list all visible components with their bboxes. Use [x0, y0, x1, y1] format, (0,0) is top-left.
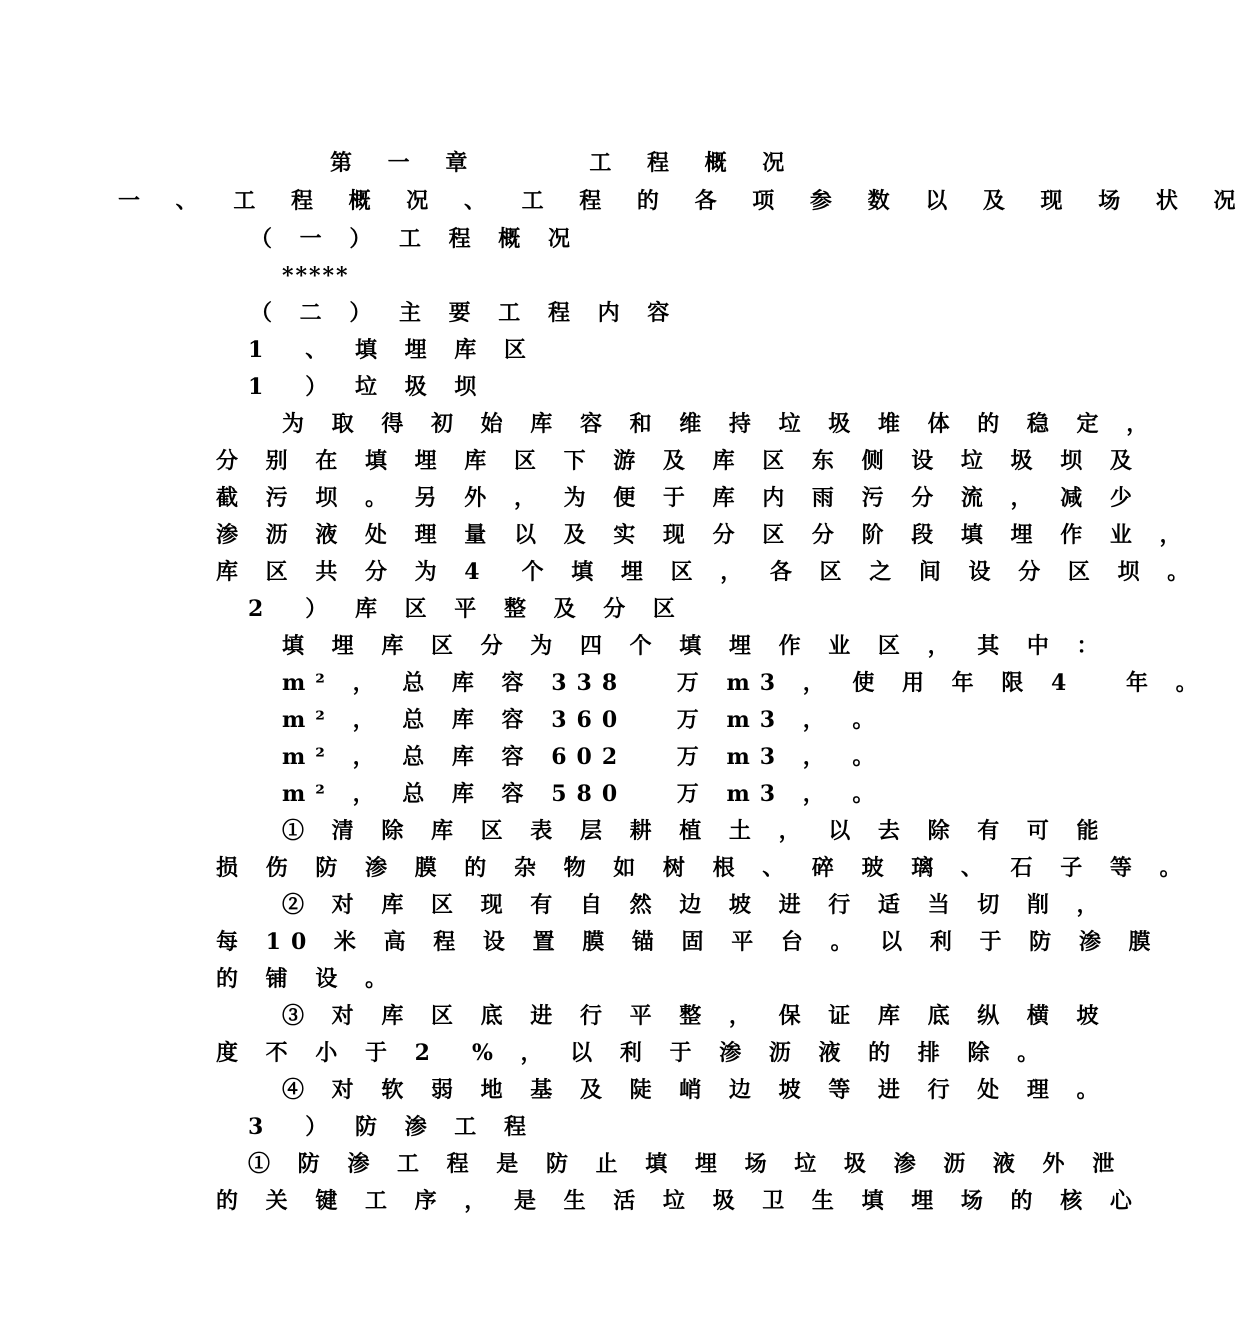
subsection-heading: （ 二 ） 主 要 工 程 内 容	[250, 300, 680, 326]
chapter-title: 第 一 章 工 程 概 况	[330, 150, 799, 176]
paragraph-line: 为 取 得 初 始 库 容 和 维 持 垃 圾 堆 体 的 稳 定 ，	[282, 411, 1159, 437]
paragraph-line: ④ 对 软 弱 地 基 及 陡 峭 边 坡 等 进 行 处 理 。	[282, 1077, 1109, 1103]
paragraph-line: 的 关 键 工 序 ， 是 生 活 垃 圾 卫 生 填 埋 场 的 核 心	[216, 1188, 1142, 1214]
item-heading: 1 ） 垃 圾 坝	[248, 374, 487, 400]
zone-line: m² ， 总 库 容 602 万 m3 ， 。	[282, 744, 885, 770]
zone-line: m² ， 总 库 容 580 万 m3 ， 。	[282, 781, 885, 807]
item-heading: 2 ） 库 区 平 整 及 分 区	[248, 596, 685, 622]
paragraph-line: ② 对 库 区 现 有 自 然 边 坡 进 行 适 当 切 削 ，	[282, 892, 1109, 918]
paragraph-line: 填 埋 库 区 分 为 四 个 填 埋 作 业 区 ， 其 中 ：	[282, 633, 1109, 659]
paragraph-line: 的 铺 设 。	[216, 966, 397, 992]
item-heading: 1 、 填 埋 库 区	[248, 337, 536, 363]
paragraph-line: 库 区 共 分 为 4 个 填 埋 区 ， 各 区 之 间 设 分 区 坝 。	[216, 559, 1200, 585]
section-heading: 一 、 工 程 概 况 、 工 程 的 各 项 参 数 以 及 现 场 状 况	[118, 188, 1250, 214]
placeholder-text: *****	[282, 263, 350, 289]
paragraph-line: 分 别 在 填 埋 库 区 下 游 及 库 区 东 侧 设 垃 圾 坝 及	[216, 448, 1142, 474]
paragraph-line: 度 不 小 于 2 % ， 以 利 于 渗 沥 液 的 排 除 。	[216, 1040, 1050, 1066]
paragraph-line: 每 10 米 高 程 设 置 膜 锚 固 平 台 。 以 利 于 防 渗 膜	[216, 929, 1161, 955]
paragraph-line: 渗 沥 液 处 理 量 以 及 实 现 分 区 分 阶 段 填 埋 作 业 ，	[216, 522, 1192, 548]
paragraph-line: ① 防 渗 工 程 是 防 止 填 埋 场 垃 圾 渗 沥 液 外 泄	[248, 1151, 1125, 1177]
zone-line: m² ， 总 库 容 338 万 m3 ， 使 用 年 限 4 年 。	[282, 670, 1208, 696]
paragraph-line: ③ 对 库 区 底 进 行 平 整 ， 保 证 库 底 纵 横 坡	[282, 1003, 1109, 1029]
paragraph-line: 截 污 坝 。 另 外 ， 为 便 于 库 内 雨 污 分 流 ， 减 少	[216, 485, 1142, 511]
item-heading: 3 ） 防 渗 工 程	[248, 1114, 536, 1140]
paragraph-line: 损 伤 防 渗 膜 的 杂 物 如 树 根 、 碎 玻 璃 、 石 子 等 。	[216, 855, 1192, 881]
paragraph-line: ① 清 除 库 区 表 层 耕 植 土 ， 以 去 除 有 可 能	[282, 818, 1109, 844]
subsection-heading: （ 一 ） 工 程 概 况	[250, 226, 580, 252]
zone-line: m² ， 总 库 容 360 万 m3 ， 。	[282, 707, 885, 733]
